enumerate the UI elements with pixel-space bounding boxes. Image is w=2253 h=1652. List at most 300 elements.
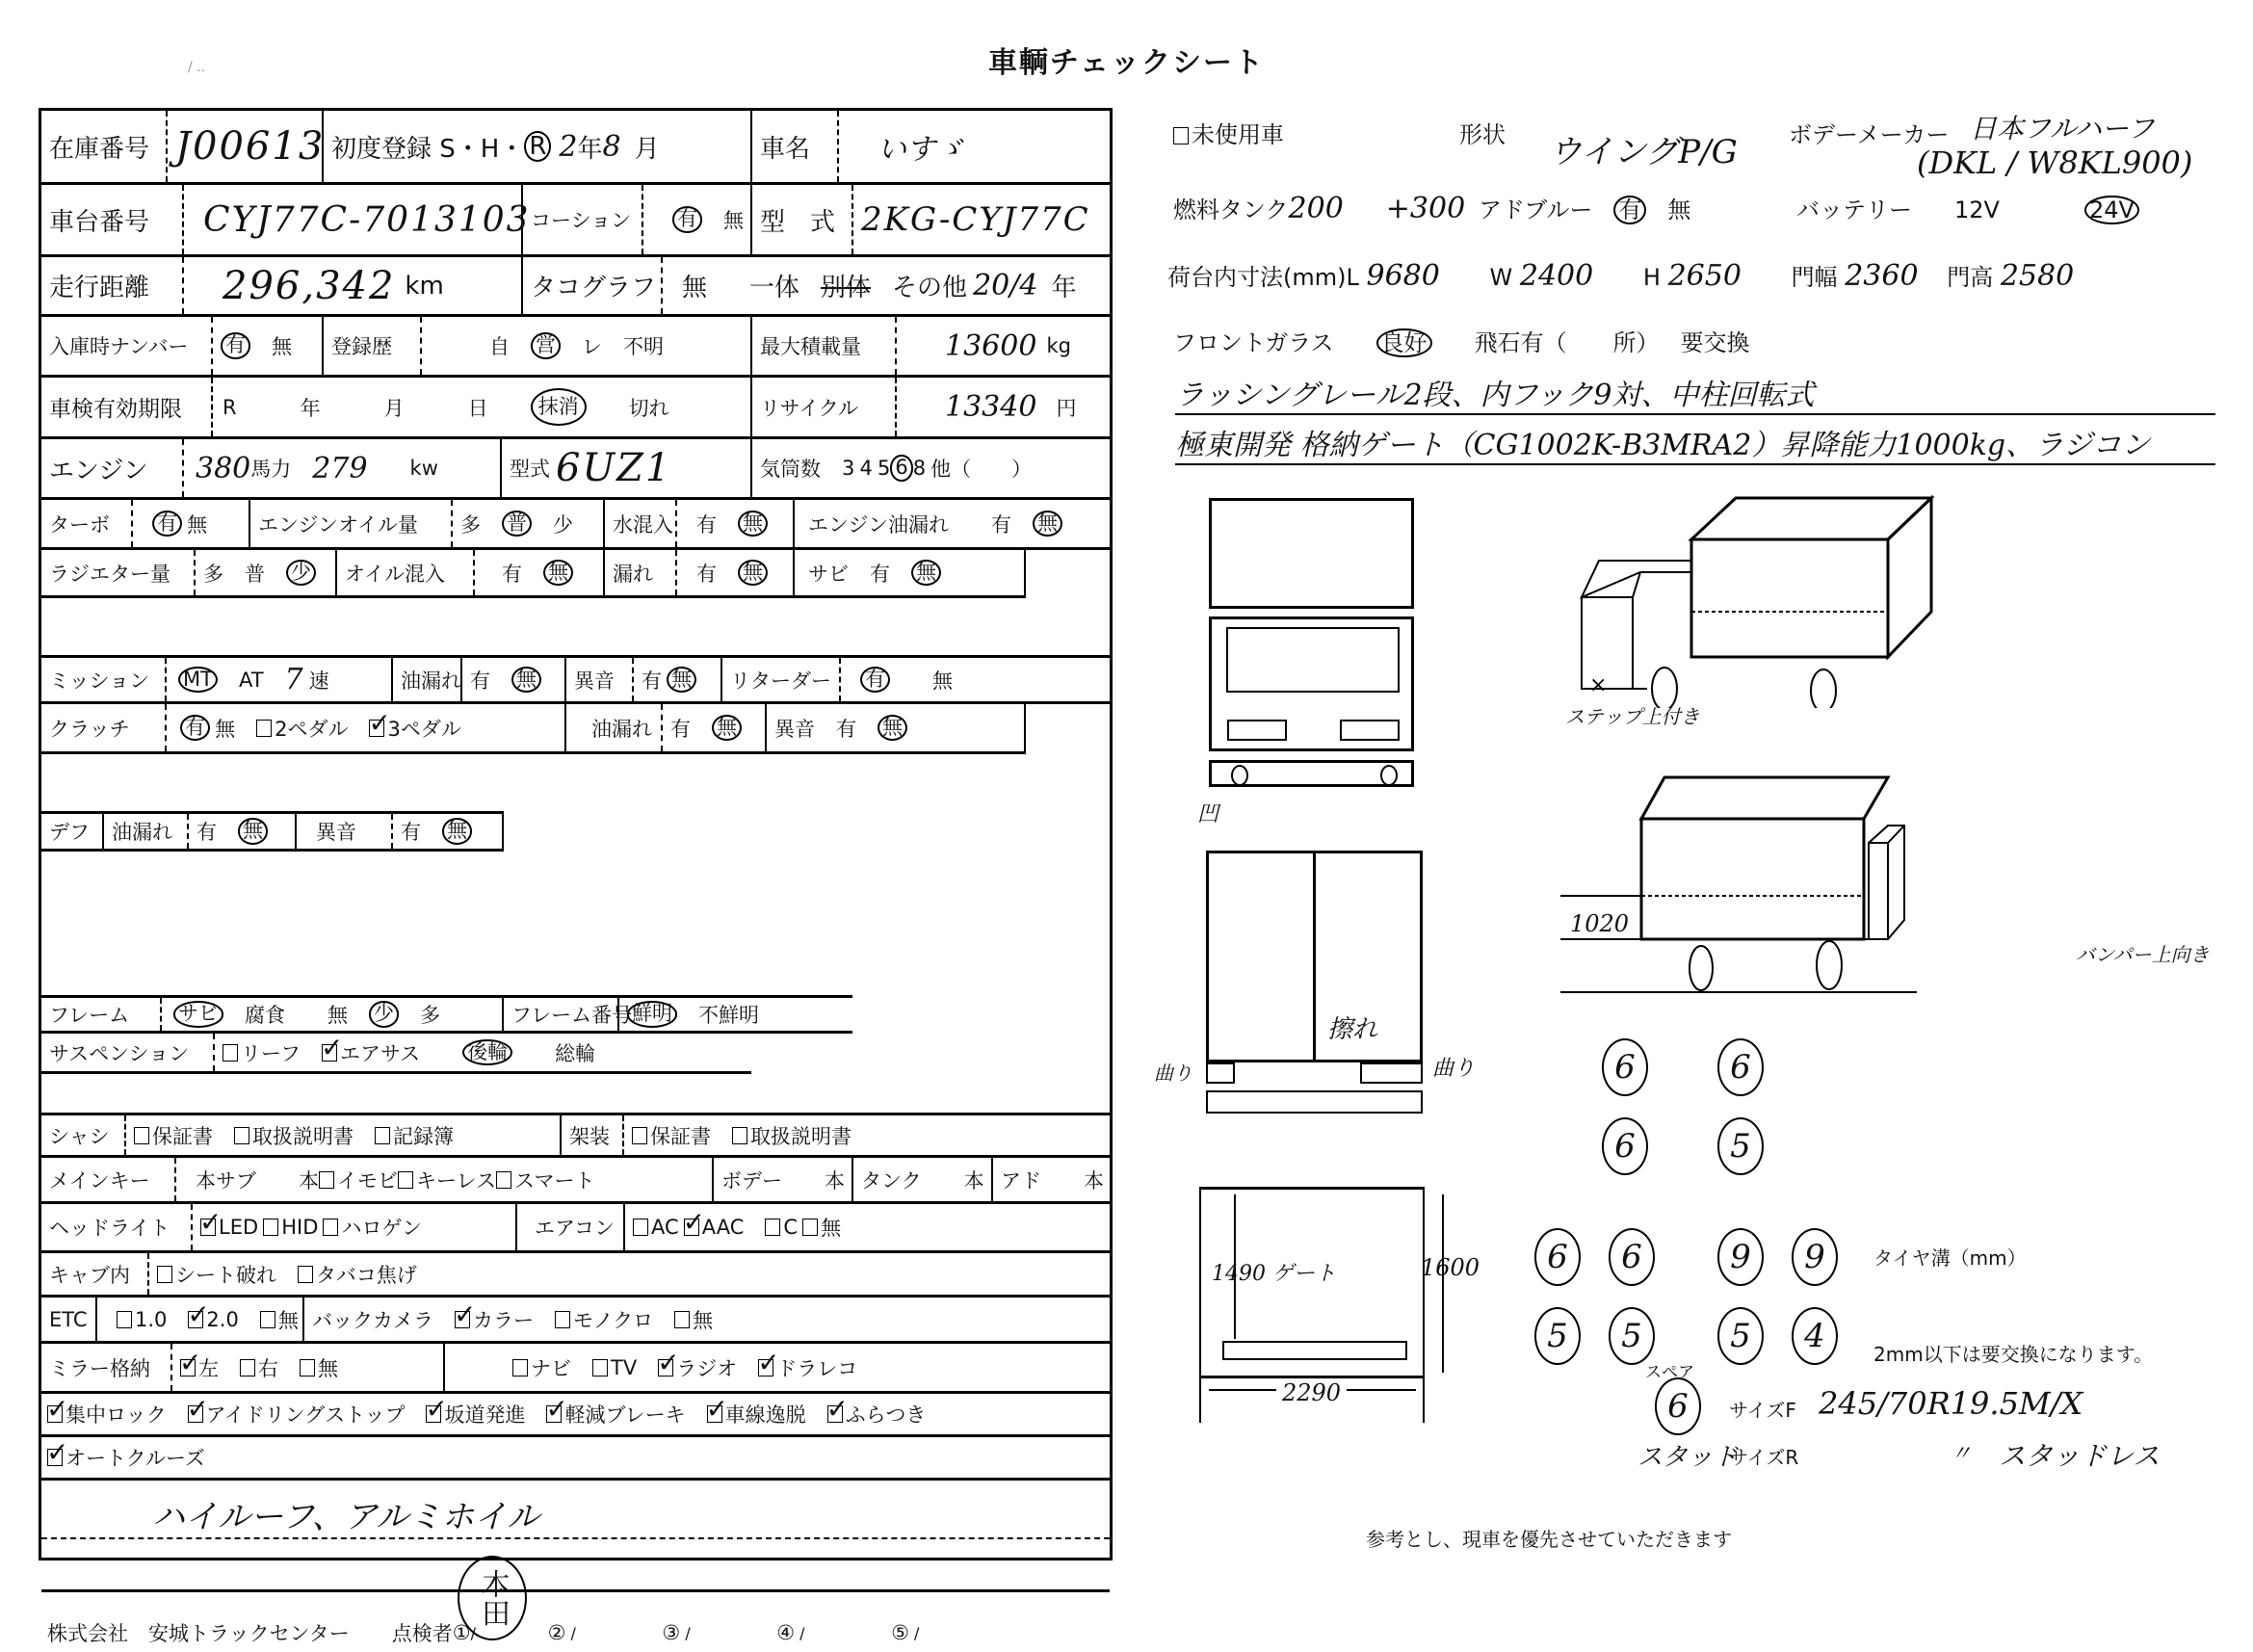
camera-color-checkbox[interactable]: [455, 1311, 470, 1328]
hill-start-checkbox[interactable]: [426, 1405, 441, 1423]
etc-none-checkbox[interactable]: [260, 1311, 275, 1328]
size-f-label: サイズF: [1729, 1399, 1796, 1422]
camera-color-label: カラー: [473, 1308, 534, 1332]
tacho-label: タコグラフ: [531, 274, 657, 302]
ac-checkbox[interactable]: [633, 1219, 648, 1236]
remarks-text[interactable]: ハイルーフ、アルミホイル: [152, 1498, 540, 1536]
note-line-1[interactable]: ラッシングレール2段、内フック9対、中柱回転式: [1175, 371, 2215, 415]
tank-key-label: タンク: [861, 1168, 922, 1193]
aac-checkbox[interactable]: [684, 1219, 699, 1236]
tire-rear-right-outer-2[interactable]: 4: [1792, 1307, 1838, 1365]
tire-rear-left-outer-1[interactable]: 6: [1534, 1228, 1581, 1286]
turbo-yes[interactable]: 有: [152, 511, 182, 537]
door-w[interactable]: 2360: [1845, 259, 1919, 293]
mission-mt[interactable]: MT: [178, 667, 218, 693]
lane-departure-label: 車線逸脱: [724, 1403, 806, 1427]
etc-10-checkbox[interactable]: [117, 1311, 132, 1328]
mission-leak-no[interactable]: 無: [511, 667, 541, 693]
cig-burn-checkbox[interactable]: [298, 1266, 313, 1283]
unused-car: [1173, 116, 1284, 149]
leaf-checkbox[interactable]: [223, 1044, 238, 1062]
dim-l[interactable]: 9680: [1366, 259, 1440, 293]
size-f-value[interactable]: 245/70R19.5M/X: [1819, 1385, 2083, 1422]
first-reg-label: 初度登録 S・H・: [331, 134, 525, 164]
coating-no[interactable]: 無: [723, 209, 744, 232]
oil-many[interactable]: 多: [460, 512, 481, 537]
tire-studded: スタッド: [1637, 1443, 1739, 1472]
frame-rust[interactable]: サビ: [173, 1001, 223, 1027]
clutch-label: クラッチ: [49, 717, 130, 741]
navi-checkbox[interactable]: [512, 1359, 528, 1377]
battery: [1796, 191, 2139, 224]
docs-chassis-label: シャシ: [49, 1124, 110, 1148]
headlight-left: [1227, 720, 1287, 741]
engine-model-value[interactable]: 6UZ1: [556, 446, 672, 490]
fuel-extra[interactable]: +300: [1385, 192, 1466, 225]
air-susp-checkbox[interactable]: [322, 1044, 337, 1062]
susp-rear[interactable]: 後輪: [462, 1039, 512, 1065]
tank-key-count[interactable]: 本: [963, 1168, 984, 1193]
vehicle-check-form: [39, 108, 1113, 1645]
central-lock-checkbox[interactable]: [47, 1405, 63, 1423]
inspection-cancelled[interactable]: 抹消: [531, 388, 587, 426]
engine-leak-yes[interactable]: 有: [990, 512, 1011, 537]
coating-label: コーション: [531, 209, 632, 232]
c-checkbox[interactable]: [765, 1219, 780, 1236]
navi-label: ナビ: [531, 1356, 571, 1380]
aircon-label: エアコン: [535, 1217, 615, 1240]
truck-side-view-left: [1560, 486, 1965, 708]
mission-noise-no[interactable]: 無: [667, 667, 696, 693]
etc-label: ETC: [49, 1307, 88, 1331]
pedal3-label: 3ペダル: [387, 717, 461, 741]
tire-front-right-outer[interactable]: 6: [1717, 1038, 1764, 1096]
leak-no[interactable]: 無: [738, 560, 768, 586]
reg-unknown[interactable]: 不明: [623, 335, 664, 358]
mileage-label: 走行距離: [49, 274, 150, 302]
row-frame: [41, 995, 852, 1034]
mission-speeds[interactable]: 7: [284, 663, 303, 696]
wobble-label: ふらつき: [845, 1403, 927, 1427]
rear-lamp-right: [1360, 1062, 1423, 1084]
max-load-value[interactable]: 13600: [945, 328, 1037, 363]
engine-hp[interactable]: 380: [196, 451, 251, 485]
adblue-yes[interactable]: 有: [1613, 196, 1646, 224]
row-plate: [41, 317, 1110, 378]
inspector-slot-1[interactable]: ①: [452, 1621, 471, 1644]
water-no[interactable]: 無: [738, 511, 768, 537]
frame-no-clear[interactable]: 鮮明: [627, 1001, 677, 1027]
oil-few[interactable]: 少: [553, 512, 573, 537]
door-split: [1313, 853, 1316, 1061]
body-maker-model[interactable]: (DKL / W8KL900): [1917, 144, 2193, 181]
engine-model-label: 型式: [510, 458, 550, 481]
row-engine: [41, 439, 1110, 500]
rear-doors-diagram: [1206, 851, 1423, 1062]
row-turbo: [41, 500, 1110, 550]
hid-label: HID: [281, 1216, 319, 1239]
camera-none-label: 無: [693, 1308, 714, 1332]
clutch-leak-label: 油漏れ: [591, 717, 652, 741]
tire-warning: 2mm以下は要交換になります。: [1873, 1343, 2154, 1366]
model-value[interactable]: 2KG-CYJ77C: [861, 200, 1090, 239]
fuel-value[interactable]: 200: [1288, 192, 1344, 225]
recycle-value[interactable]: 13340: [945, 390, 1037, 424]
leak-yes[interactable]: 有: [696, 562, 717, 586]
stock-no-value[interactable]: J00613: [175, 124, 326, 169]
dashcam-checkbox[interactable]: [758, 1359, 773, 1377]
mirror-left-label: 左: [198, 1356, 219, 1380]
camera-mono-label: モノクロ: [573, 1308, 654, 1332]
body-key-count[interactable]: 本: [825, 1168, 845, 1193]
scan-mark: / ..: [188, 60, 206, 75]
gate-bottom-line: [1199, 1376, 1424, 1378]
tire-rear-left-inner-1[interactable]: 6: [1609, 1228, 1655, 1286]
back-camera-label: バックカメラ: [312, 1308, 433, 1332]
dim-w[interactable]: 2400: [1519, 259, 1594, 293]
auto-cruise-label: オートクルーズ: [65, 1447, 205, 1470]
seat-tear-checkbox[interactable]: [157, 1266, 172, 1283]
mirror-none-checkbox[interactable]: [300, 1359, 315, 1377]
hid-checkbox[interactable]: [263, 1219, 278, 1236]
plate-yes[interactable]: 有: [221, 332, 250, 358]
note-line-2[interactable]: 極東開発 格納ゲート（CG1002K-B3MRA2）昇降能力1000kg、ラジコン: [1175, 421, 2215, 465]
engine-leak-no[interactable]: 無: [1033, 511, 1062, 537]
clutch-no[interactable]: 無: [215, 717, 236, 741]
inspector-slot-4[interactable]: ④: [776, 1621, 796, 1644]
door-h[interactable]: 2580: [2000, 259, 2075, 293]
water-label: 水混入: [613, 512, 673, 537]
body-maker-value[interactable]: 日本フルハーフ: [1970, 113, 2155, 144]
first-reg-year[interactable]: 2: [559, 129, 578, 164]
chassis-no-value[interactable]: CYJ77C-7013103: [203, 199, 531, 240]
main-key-label: メインキー: [49, 1168, 150, 1193]
gate-label: ゲート: [1272, 1262, 1337, 1286]
battery-24v[interactable]: 24V: [2084, 196, 2139, 224]
engine-label: エンジン: [49, 456, 148, 485]
turbo-no[interactable]: 無: [187, 512, 208, 537]
ac-none-label: 無: [821, 1217, 842, 1240]
coating-yes[interactable]: 有: [672, 206, 702, 232]
mileage-unit: km: [405, 271, 444, 301]
hp-unit: 馬力: [250, 458, 292, 481]
dim-h-label: H: [1642, 264, 1661, 291]
tacho-year[interactable]: 20/4: [973, 269, 1038, 302]
clutch-leak-no[interactable]: 無: [712, 715, 742, 741]
etc-10-label: 1.0: [135, 1307, 168, 1331]
frame-few[interactable]: 少: [369, 1001, 399, 1027]
diff-noise-no[interactable]: 無: [442, 818, 472, 844]
body-warranty-checkbox[interactable]: [632, 1127, 647, 1144]
idling-stop-checkbox[interactable]: [188, 1405, 203, 1423]
bumper-up-note: バンパー上向き: [2076, 943, 2210, 966]
diff-leak-yes[interactable]: 有: [196, 821, 217, 844]
inspector-stamp: 本田: [458, 1556, 527, 1640]
auto-cruise-checkbox[interactable]: [47, 1449, 63, 1466]
led-label: LED: [219, 1216, 259, 1239]
diff-leak-label: 油漏れ: [112, 821, 172, 844]
year-unit: 年: [577, 134, 603, 164]
rad-many[interactable]: 多: [203, 562, 223, 586]
inspector-slot-5[interactable]: ⑤: [891, 1621, 909, 1644]
mission-noise-label: 異音: [574, 669, 615, 693]
manual-checkbox[interactable]: [234, 1127, 249, 1144]
front-bumper-diagram: [1209, 760, 1414, 787]
engine-leak-label: エンジン油漏れ: [808, 512, 949, 537]
retarder-yes[interactable]: 有: [860, 667, 890, 693]
etc-20-checkbox[interactable]: [188, 1311, 203, 1328]
ac-none-checkbox[interactable]: [802, 1219, 818, 1236]
keyless-checkbox[interactable]: [398, 1171, 413, 1189]
glass-label: フロントガラス: [1173, 329, 1334, 356]
glass-replace[interactable]: 要交換: [1680, 329, 1750, 356]
body-manual-checkbox[interactable]: [732, 1127, 747, 1144]
gate-height-value: 1490: [1212, 1262, 1266, 1286]
total-height-arrow: [1442, 1194, 1444, 1373]
immobi-checkbox[interactable]: [319, 1171, 334, 1189]
kw-unit: kw: [409, 457, 438, 480]
wobble-checkbox[interactable]: [827, 1405, 843, 1423]
radio-checkbox[interactable]: [658, 1359, 673, 1377]
frame-many[interactable]: 多: [420, 1004, 440, 1027]
cyl-8[interactable]: 8: [912, 457, 927, 480]
max-load-label: 最大積載量: [760, 335, 861, 358]
pedal2-checkbox[interactable]: [256, 720, 272, 737]
tacho-other[interactable]: その他: [892, 274, 968, 302]
tire-rear-left-outer-2[interactable]: 5: [1534, 1307, 1581, 1365]
clutch-noise-no[interactable]: 無: [878, 715, 907, 741]
tv-checkbox[interactable]: [592, 1359, 608, 1377]
rear-bent-left: 曲り: [1154, 1062, 1192, 1085]
warranty-label: 保証書: [152, 1124, 213, 1148]
glass-chip[interactable]: 飛石有（ 所）: [1474, 329, 1660, 356]
tire-front-left-outer[interactable]: 6: [1602, 1038, 1648, 1096]
fuel-tank: [1173, 191, 1465, 225]
cyl-other[interactable]: 他（ ）: [930, 458, 1033, 481]
row-diff: [41, 811, 504, 852]
oil-normal[interactable]: 普: [502, 511, 532, 537]
glass-good[interactable]: 良好: [1376, 328, 1432, 357]
central-lock-label: 集中ロック: [65, 1403, 167, 1427]
water-yes[interactable]: 有: [696, 512, 717, 537]
retarder-no[interactable]: 無: [932, 669, 953, 693]
c-label: C: [783, 1216, 799, 1239]
door-h-label: 門高: [1947, 264, 1994, 291]
battery-label: バッテリー: [1796, 197, 1912, 223]
inspection-month[interactable]: 月: [383, 396, 405, 420]
tacho-none[interactable]: 無: [682, 274, 708, 302]
camera-none-checkbox[interactable]: [674, 1311, 690, 1328]
gate-top-line: [1199, 1187, 1424, 1190]
shape-label: 形状: [1459, 121, 1506, 148]
tire-rear-right-inner-2[interactable]: 5: [1717, 1307, 1764, 1365]
reg-business[interactable]: 営: [531, 332, 561, 358]
suspension-label: サスペンション: [49, 1041, 190, 1065]
stock-no-label: 在庫番号: [49, 134, 150, 164]
rust-no[interactable]: 無: [911, 560, 941, 586]
inspector-slot-3[interactable]: ③: [662, 1621, 681, 1644]
windshield: [1226, 627, 1400, 693]
smart-checkbox[interactable]: [496, 1171, 511, 1189]
model-label: 型 式: [760, 207, 836, 237]
rad-normal[interactable]: 普: [245, 562, 265, 586]
unused-checkbox[interactable]: [1173, 127, 1189, 144]
body-warranty-label: 保証書: [650, 1124, 711, 1148]
frame-no-unclear[interactable]: 不鮮明: [698, 1004, 759, 1027]
inspection-year[interactable]: 年: [300, 396, 321, 420]
tacho-separate[interactable]: 別体: [821, 274, 872, 302]
fuel-label: 燃料タンク: [1173, 197, 1289, 223]
cab-roof-diagram: [1209, 498, 1414, 609]
cyl-6-selected[interactable]: 6: [890, 455, 912, 481]
size-r-value[interactable]: 〃: [1951, 1442, 1973, 1466]
clutch-noise-yes[interactable]: 有: [836, 717, 856, 741]
tire-tread-label: タイヤ溝（mm）: [1873, 1246, 2027, 1270]
keyless-label: キーレス: [416, 1168, 496, 1193]
halogen-checkbox[interactable]: [323, 1219, 338, 1236]
cylinders-label: 気筒数: [760, 458, 821, 481]
inspection-label: 車検有効期限: [49, 397, 182, 422]
car-name-label: 車名: [760, 134, 811, 164]
mission-at[interactable]: AT: [238, 668, 264, 692]
frame-none[interactable]: 無: [327, 1004, 348, 1027]
engine-kw[interactable]: 279: [312, 451, 368, 485]
cig-burn-label: タバコ焦げ: [316, 1263, 417, 1287]
front-glass: [1173, 324, 1750, 357]
adblue-no[interactable]: 無: [1667, 197, 1691, 223]
etc-none-label: 無: [277, 1308, 299, 1332]
car-name-value[interactable]: いすゞ: [878, 133, 964, 167]
tire-rear-right-outer-1[interactable]: 9: [1792, 1228, 1838, 1286]
aac-label: AAC: [701, 1216, 745, 1239]
sub-key-count[interactable]: 本: [299, 1168, 319, 1193]
dim-h[interactable]: 2650: [1667, 259, 1742, 293]
battery-12v[interactable]: 12V: [1954, 197, 2000, 223]
adblue: [1479, 191, 1690, 224]
main-key-count[interactable]: 本: [196, 1168, 216, 1193]
era-reiwa-circled[interactable]: R: [524, 131, 551, 163]
sub-key-label: サブ: [216, 1168, 256, 1193]
svg-text:×: ×: [1589, 673, 1608, 697]
mirror-label: ミラー格納: [49, 1356, 150, 1380]
body-height-1020: 1020: [1570, 910, 1630, 937]
mirror-right-checkbox[interactable]: [240, 1359, 255, 1377]
plate-label: 入庫時ナンバー: [49, 335, 189, 358]
leak-label: 漏れ: [613, 562, 653, 586]
reg-rental[interactable]: レ: [582, 335, 602, 358]
inspection-day[interactable]: 日: [467, 396, 488, 420]
cyl-4[interactable]: 4: [859, 457, 873, 480]
tacho-integrated[interactable]: 一体: [749, 274, 800, 302]
ac-label: AC: [651, 1216, 679, 1239]
mission-leak-label: 油漏れ: [401, 669, 461, 693]
mirror-left-checkbox[interactable]: [180, 1359, 196, 1377]
front-dent-note: 凹: [1197, 802, 1219, 826]
cyl-3[interactable]: 3: [842, 457, 855, 480]
spare-tire[interactable]: 6: [1655, 1377, 1701, 1435]
gate-height-label: [1212, 1257, 1336, 1287]
first-reg-month[interactable]: 8: [602, 129, 621, 164]
retarder-label: リターダー: [730, 669, 831, 693]
tire-rear-right-inner-1[interactable]: 9: [1717, 1228, 1764, 1286]
month-unit: 月: [634, 134, 660, 164]
oil-mix-yes[interactable]: 有: [502, 562, 522, 586]
mission-leak-yes[interactable]: 有: [470, 669, 490, 693]
led-checkbox[interactable]: [200, 1219, 216, 1236]
plate-no[interactable]: 無: [272, 335, 292, 358]
tire-rear-left-inner-2[interactable]: 5: [1609, 1307, 1655, 1365]
inspection-era: R: [223, 395, 237, 419]
brake-assist-checkbox[interactable]: [546, 1405, 562, 1423]
frame-label: フレーム: [49, 1004, 130, 1027]
mileage-value[interactable]: 296,342: [223, 263, 396, 308]
pedal3-checkbox[interactable]: [369, 720, 384, 737]
warranty-checkbox[interactable]: [134, 1127, 149, 1144]
smart-label: スマート: [513, 1168, 595, 1193]
inspector-label: 点検者: [391, 1622, 453, 1645]
ad-key-label: アド: [1001, 1168, 1041, 1193]
clutch-yes[interactable]: 有: [180, 715, 210, 741]
size-r-label: サイズR: [1729, 1446, 1799, 1469]
diff-noise-yes[interactable]: 有: [401, 821, 421, 844]
diff-label: デフ: [49, 821, 90, 844]
mirror-none-label: 無: [318, 1356, 338, 1380]
rust-yes[interactable]: 有: [870, 562, 890, 586]
remarks-blank-line[interactable]: [41, 1539, 1110, 1592]
disclaimer: 参考とし、現車を優先させていただきます: [1366, 1528, 1732, 1551]
dims-label: 荷台内寸法(mm)L: [1167, 264, 1359, 291]
page-title: 車輌チェックシート: [987, 46, 1266, 80]
row-auto-cruise: [41, 1437, 1110, 1481]
oil-mix-no[interactable]: 無: [543, 560, 573, 586]
camera-mono-checkbox[interactable]: [555, 1311, 570, 1328]
oil-mix-label: オイル混入: [345, 562, 445, 586]
remarks-area: [41, 1481, 1110, 1539]
clutch-leak-yes[interactable]: 有: [670, 717, 691, 741]
tire-front-right-inner[interactable]: 5: [1717, 1117, 1764, 1175]
tire-studless: スタッドレス: [1999, 1440, 2161, 1472]
fog-right: [1380, 765, 1398, 786]
cyl-5[interactable]: 5: [877, 457, 891, 480]
immobi-label: イモビ: [337, 1168, 398, 1193]
row-mileage: [41, 257, 1110, 317]
tacho-year-unit: 年: [1051, 274, 1077, 302]
lane-departure-checkbox[interactable]: [707, 1405, 722, 1423]
reg-history-label: 登録歴: [331, 335, 392, 358]
company-name: 株式会社 安城トラックセンター: [47, 1622, 350, 1645]
row-inspection: [41, 378, 1110, 439]
rad-few[interactable]: 少: [286, 560, 316, 586]
record-checkbox[interactable]: [375, 1127, 390, 1144]
shape-value[interactable]: ウイングP/G: [1549, 133, 1738, 171]
reg-own[interactable]: 自: [489, 335, 510, 358]
rear-bent-right: 曲り: [1432, 1057, 1476, 1081]
row-chassis: [41, 185, 1110, 257]
ad-key-count[interactable]: 本: [1084, 1168, 1104, 1193]
hill-start-label: 坂道発進: [444, 1403, 526, 1427]
tire-front-left-inner[interactable]: 6: [1602, 1117, 1648, 1175]
body-manual-label: 取扱説明書: [750, 1124, 851, 1148]
mission-noise-yes[interactable]: 有: [642, 669, 662, 693]
inspection-expired[interactable]: 切れ: [628, 396, 669, 420]
pedal2-label: 2ペダル: [275, 717, 349, 741]
unused-label: 未使用車: [1192, 121, 1284, 148]
inspector-slot-2[interactable]: ②: [547, 1621, 566, 1644]
diff-leak-no[interactable]: 無: [238, 818, 268, 844]
susp-all[interactable]: 総輪: [555, 1041, 596, 1065]
oil-level-label: エンジンオイル量: [258, 512, 418, 537]
fog-left: [1231, 765, 1248, 786]
